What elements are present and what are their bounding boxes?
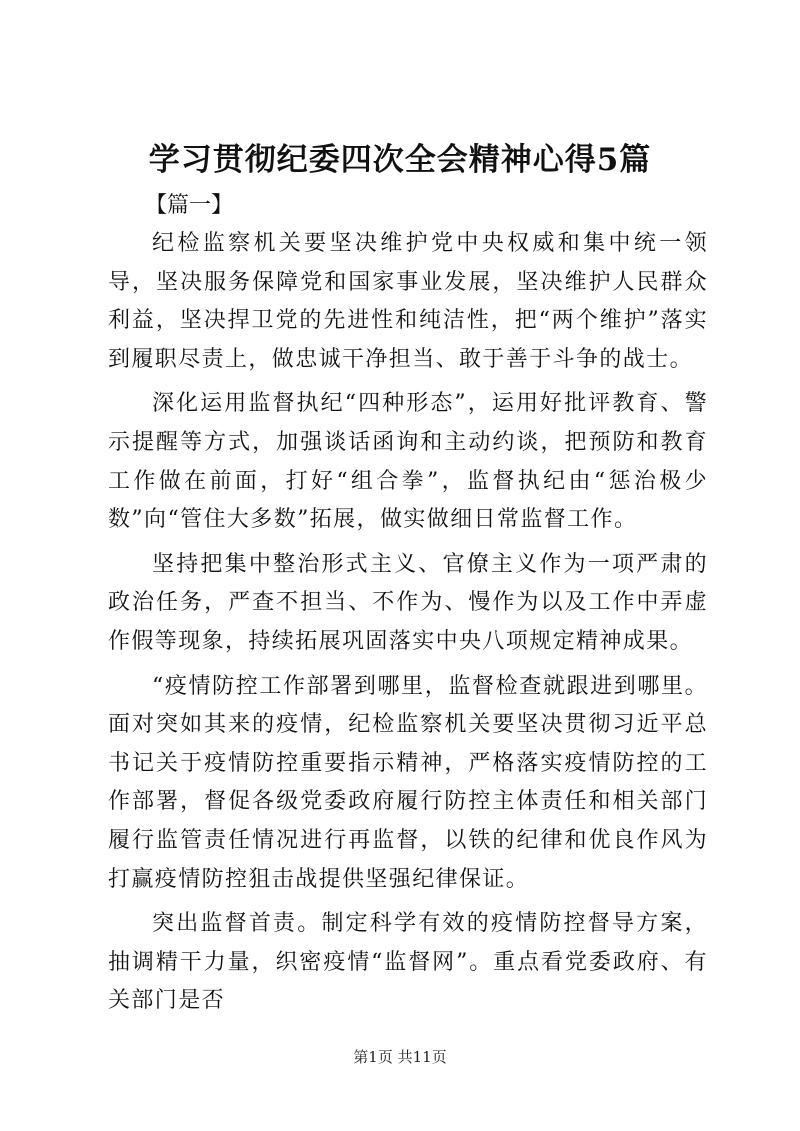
page-footer: 第1页 共11页 <box>353 1048 447 1066</box>
paragraph: 纪检监察机关要坚决维护党中央权威和集中统一领导，坚决服务保障党和国家事业发展，坚决维护人民群众利益，坚决捍卫党的先进性和纯洁性，把“两个维护”落实到履职尽责上，做忠诚干净担当、敢于善于斗争的战士。 <box>108 231 708 372</box>
document-body <box>108 225 708 1027</box>
paragraph: 坚持把集中整治形式主义、官僚主义作为一项严肃的政治任务，严查不担当、不作为、慢作为以及工作中弄虚作假等现象，持续拓展巩固落实中央八项规定精神成果。 <box>108 551 708 654</box>
section-label: 【篇一】 <box>145 193 234 218</box>
paragraph: 深化运用监督执纪“四种形态”，运用好批评教育、警示提醒等方式，加强谈话函询和主动约谈，把预防和教育工作做在前面，打好“组合拳”，监督执纪由“惩治极少数”向“管住大多数”拓展，做实做细日常监督工作。 <box>108 391 708 533</box>
document-title: 学习贯彻纪委四次全会精神心得5篇 <box>148 142 652 178</box>
paragraph: 突出监督首责。制定科学有效的疫情防控督导方案，抽调精干力量，织密疫情“监督网”。重点看党委政府、有关部门是否 <box>108 911 708 1014</box>
paragraph: “疫情防控工作部署到哪里，监督检查就跟进到哪里。面对突如其来的疫情，纪检监察机关要坚决贯彻习近平总书记关于疫情防控重要指示精神，严格落实疫情防控的工作部署，督促各级党委政府履行防控主体责任和相关部门履行监管责任情况进行再监督，以铁的纪律和优良作风为打赢疫情防控狙击战提供坚强纪律保证。 <box>108 673 708 892</box>
